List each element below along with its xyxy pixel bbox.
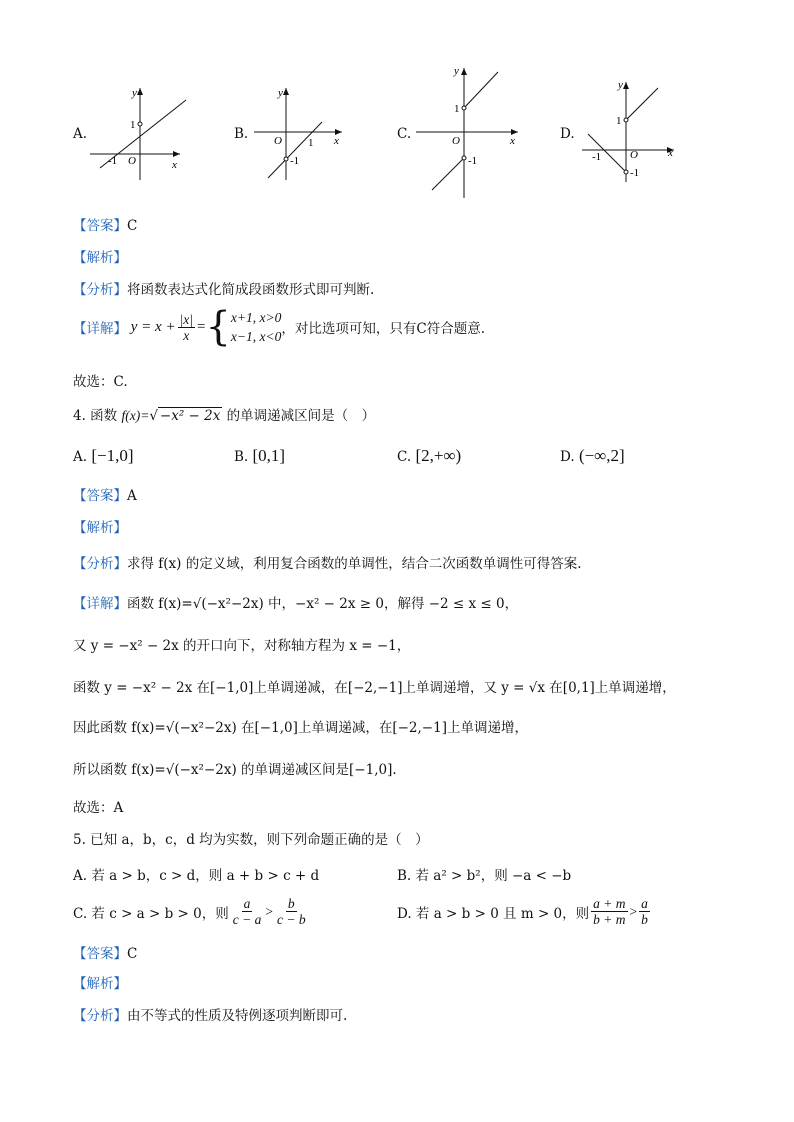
option-a-label: A.: [73, 126, 88, 142]
q5-option-c[interactable]: C. 若 c > a > b > 0，则 $\frac{a}{c - a}$ > $\frac{b}{c - b}$: [73, 896, 306, 927]
y-arrow-icon: [283, 88, 289, 95]
graph-d: [578, 76, 682, 184]
origin: O: [630, 149, 638, 161]
axis-x: x: [334, 135, 339, 147]
q3-answer: 【答案】C: [73, 218, 138, 234]
axis-y: y: [618, 79, 623, 91]
q4-option-b[interactable]: B. [0,1]: [234, 446, 286, 465]
axis-y: y: [454, 65, 459, 77]
tick-1: 1: [454, 103, 460, 115]
tick-neg1: -1: [108, 155, 118, 167]
q5-option-a[interactable]: A. 若 a > b，c > d，则 a + b > c + d: [73, 868, 320, 884]
y-arrow-icon: [461, 68, 467, 75]
axis-x: x: [172, 159, 177, 171]
y-arrow-icon: [623, 82, 629, 89]
tick-neg1: -1: [592, 151, 602, 163]
q5-answer: 【答案】C: [73, 946, 138, 962]
q3-conclusion: 故选：C.: [73, 374, 128, 390]
q3-xiangjie: 【详解】 y = x + $\frac{|x|}{x}$ = { x+1, x>0 x−1, x<0 ，对比选项可知，只有C符合题意.: [73, 304, 485, 350]
q5-stem: 5. 已知 a，b，c，d 均为实数，则下列命题正确的是（ ）: [73, 832, 429, 848]
q4-line5: 所以函数 f(x)=√(−x²−2x) 的单调递减区间是[−1,0].: [73, 762, 397, 778]
graph-b: [250, 82, 350, 182]
axis-y: y: [132, 87, 137, 99]
tick-1: 1: [130, 119, 136, 131]
option-b-label: B.: [234, 126, 249, 142]
axis-x: x: [668, 147, 673, 159]
tick-neg1: -1: [290, 155, 300, 167]
q4-option-a[interactable]: A. [−1,0]: [73, 446, 134, 465]
tick-1: 1: [616, 115, 622, 127]
q4-option-c[interactable]: C. [2,+∞): [397, 446, 462, 465]
q4-analysis-tag: 【解析】: [73, 520, 127, 536]
q5-option-b[interactable]: B. 若 a² > b²，则 −a < −b: [397, 868, 572, 884]
q4-stem: 4. 函数 f(x)=√ −x² − 2x 的单调递减区间是（ ）: [73, 408, 376, 424]
origin: O: [128, 155, 136, 167]
axis-x: x: [510, 135, 515, 147]
q5-analysis-tag: 【解析】: [73, 976, 127, 992]
option-d-label: D.: [560, 126, 575, 142]
tick-neg1-y: -1: [630, 167, 640, 179]
q4-line4: 因此函数 f(x)=√(−x²−2x) 在[−1,0]上单调递减，在[−2,−1]上单调递增，: [73, 720, 528, 736]
q5-option-d[interactable]: D. 若 a > b > 0 且 m > 0，则 $\frac{a + m}{b + m}$ > $\frac{a}{b}$: [397, 896, 648, 927]
axis-y: y: [278, 87, 283, 99]
q4-line2: 又 y = −x² − 2x 的开口向下，对称轴方程为 x = −1，: [73, 638, 411, 654]
q4-conclusion: 故选：A: [73, 800, 124, 816]
q4-answer: 【答案】A: [73, 488, 137, 504]
y-arrow-icon: [137, 88, 143, 95]
graph-a: [88, 82, 188, 182]
q4-line3: 函数 y = −x² − 2x 在[−1,0]上单调递减，在[−2,−1]上单调递增，又 y = √x 在[0,1]上单调递增，: [73, 680, 676, 696]
q4-xiangjie-line1: 【详解】函数 f(x)=√(−x²−2x) 中，−x² − 2x ≥ 0，解得 −2 ≤ x ≤ 0，: [73, 596, 519, 612]
origin: O: [452, 135, 460, 147]
q4-fenxi: 【分析】求得 f(x) 的定义域，利用复合函数的单调性，结合二次函数单调性可得答案.: [73, 556, 582, 572]
origin: O: [274, 135, 282, 147]
q4-option-d[interactable]: D. (−∞,2]: [560, 446, 625, 465]
q5-fenxi: 【分析】由不等式的性质及特例逐项判断即可.: [73, 1008, 348, 1024]
x-arrow-icon: [173, 151, 180, 157]
option-c-label: C.: [397, 126, 412, 142]
tick-neg1: -1: [468, 155, 478, 167]
q3-analysis-tag: 【解析】: [73, 250, 127, 266]
graph-c: [412, 62, 522, 202]
q3-fenxi: 【分析】将函数表达式化简成段函数形式即可判断.: [73, 282, 375, 298]
tick-1: 1: [308, 137, 314, 149]
